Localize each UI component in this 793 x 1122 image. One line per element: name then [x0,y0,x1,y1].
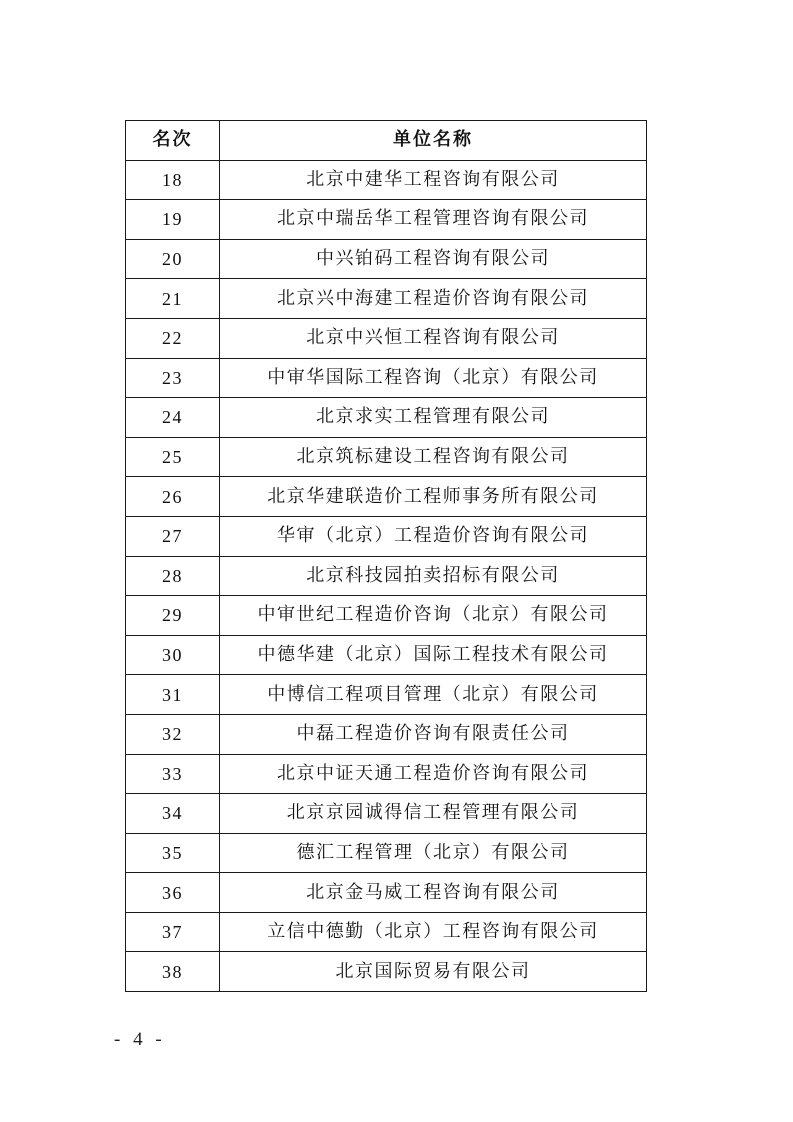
table-row [126,833,647,873]
rank-cell: 30 [126,635,220,675]
rank-cell: 24 [126,398,220,438]
rank-cell: 28 [126,556,220,596]
company-name-cell: 北京中瑞岳华工程管理咨询有限公司 [220,200,647,240]
table-row [126,200,647,240]
rank-cell: 22 [126,318,220,358]
company-name-cell: 中兴铂码工程咨询有限公司 [220,239,647,279]
ranking-table [125,120,647,992]
company-name-cell: 北京金马威工程咨询有限公司 [220,873,647,913]
table-row [126,952,647,992]
table-row [126,516,647,556]
company-name-cell: 北京中证天通工程造价咨询有限公司 [220,754,647,794]
company-name-cell: 北京国际贸易有限公司 [220,952,647,992]
table-row [126,398,647,438]
table-row [126,437,647,477]
rank-cell: 34 [126,794,220,834]
rank-cell: 25 [126,437,220,477]
table-row [126,912,647,952]
company-name-cell: 中博信工程项目管理（北京）有限公司 [220,675,647,715]
rank-cell: 29 [126,596,220,636]
rank-cell: 32 [126,714,220,754]
page-number: - 4 - [114,1029,166,1050]
company-name-cell: 北京中建华工程咨询有限公司 [220,160,647,200]
table-row [126,794,647,834]
table-row [126,675,647,715]
table-row [126,754,647,794]
header-rank: 名次 [126,121,220,161]
header-company-name: 单位名称 [220,121,647,161]
table-row [126,635,647,675]
company-name-cell: 北京华建联造价工程师事务所有限公司 [220,477,647,517]
table-row [126,477,647,517]
table-row [126,873,647,913]
rank-cell: 35 [126,833,220,873]
table-body [126,160,647,991]
company-name-cell: 北京求实工程管理有限公司 [220,398,647,438]
rank-cell: 19 [126,200,220,240]
rank-cell: 23 [126,358,220,398]
table-header-row [126,121,647,161]
company-name-cell: 中审华国际工程咨询（北京）有限公司 [220,358,647,398]
rank-cell: 36 [126,873,220,913]
company-name-cell: 德汇工程管理（北京）有限公司 [220,833,647,873]
table-row [126,239,647,279]
rank-cell: 31 [126,675,220,715]
table-row [126,318,647,358]
company-name-cell: 华审（北京）工程造价咨询有限公司 [220,516,647,556]
table-row [126,714,647,754]
rank-cell: 21 [126,279,220,319]
rank-cell: 33 [126,754,220,794]
company-name-cell: 中德华建（北京）国际工程技术有限公司 [220,635,647,675]
table-row [126,358,647,398]
table-row [126,160,647,200]
table-row [126,556,647,596]
company-name-cell: 北京兴中海建工程造价咨询有限公司 [220,279,647,319]
company-name-cell: 北京京园诚得信工程管理有限公司 [220,794,647,834]
table-row [126,596,647,636]
rank-cell: 38 [126,952,220,992]
rank-cell: 37 [126,912,220,952]
table-row [126,279,647,319]
rank-cell: 20 [126,239,220,279]
company-name-cell: 中审世纪工程造价咨询（北京）有限公司 [220,596,647,636]
company-name-cell: 北京中兴恒工程咨询有限公司 [220,318,647,358]
rank-cell: 26 [126,477,220,517]
rank-cell: 27 [126,516,220,556]
company-name-cell: 立信中德勤（北京）工程咨询有限公司 [220,912,647,952]
company-name-cell: 中磊工程造价咨询有限责任公司 [220,714,647,754]
company-name-cell: 北京筑标建设工程咨询有限公司 [220,437,647,477]
rank-cell: 18 [126,160,220,200]
company-name-cell: 北京科技园拍卖招标有限公司 [220,556,647,596]
